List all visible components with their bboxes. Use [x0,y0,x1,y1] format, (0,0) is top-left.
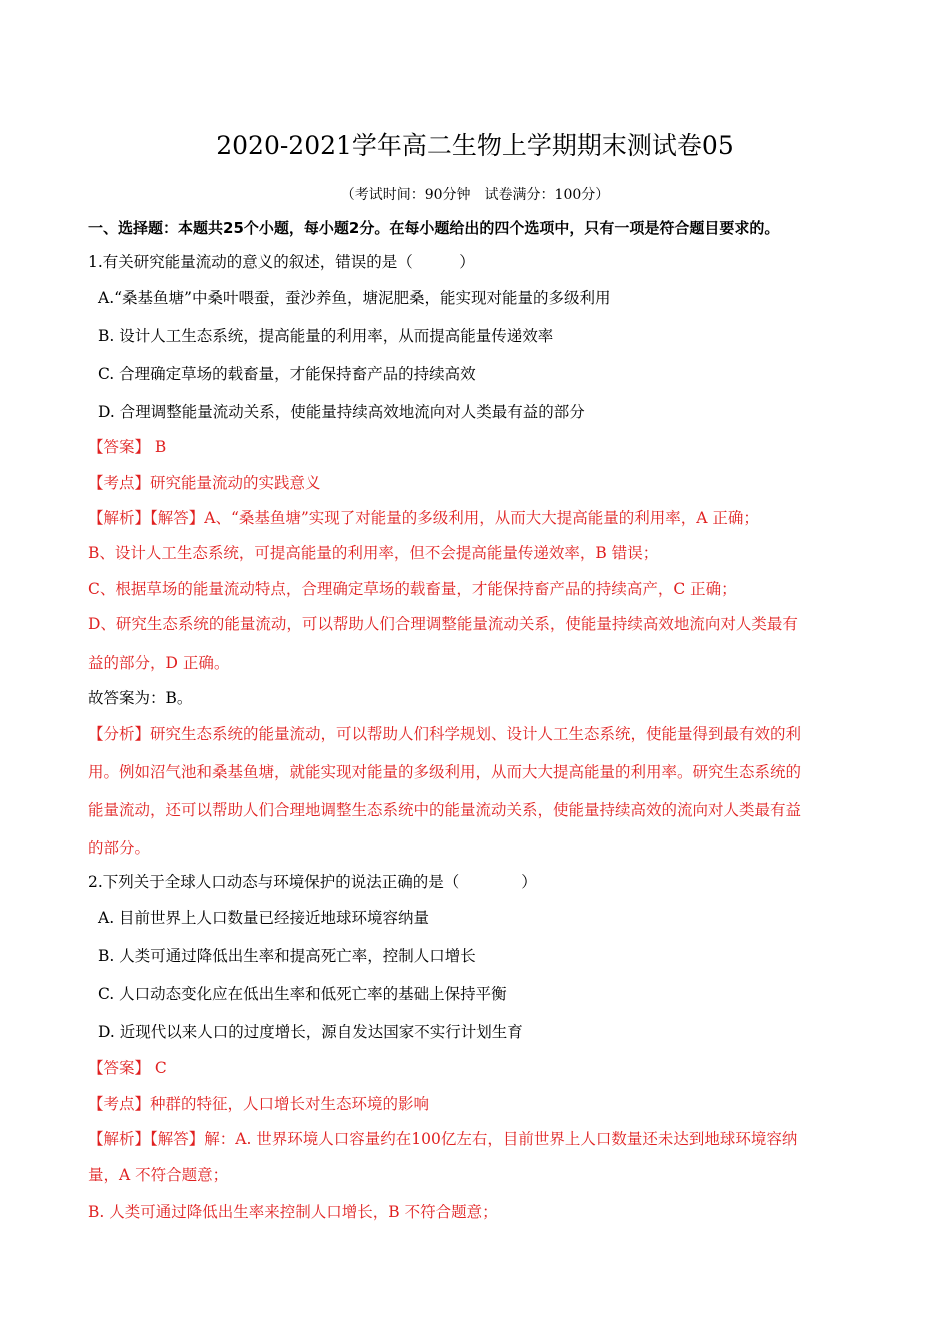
q2-analysis-line: B. 人类可通过降低出生率来控制人口增长，B 不符合题意； [88,1203,498,1221]
q1-analysis-line: C、根据草场的能量流动特点，合理确定草场的载畜量，才能保持畜产品的持续高产，C 正确； [88,580,737,598]
section-heading: 一、选择题：本题共25个小题，每小题2分。在每小题给出的四个选项中，只有一项是符合题目要求的。 [88,219,780,237]
q2-option-d: D. 近现代以来人口的过度增长，源自发达国家不实行计划生育 [98,1023,523,1041]
q1-fenxi-line: 能量流动，还可以帮助人们合理地调整生态系统中的能量流动关系，使能量持续高效的流向对人类最有益 [88,801,802,819]
page-title: 2020-2021学年高二生物上学期期末测试卷05 [216,131,734,160]
q1-analysis-line: 【解析】【解答】A、“桑基鱼塘”实现了对能量的多级利用，从而大大提高能量的利用率，A 正确； [88,509,759,527]
q1-answer: 【答案】 B [88,438,167,456]
q1-option-c: C. 合理确定草场的载畜量，才能保持畜产品的持续高效 [98,365,476,383]
q2-analysis-line: 【解析】【解答】解：A. 世界环境人口容量约在100亿左右，目前世界上人口数量还未达到地球环境容纳 [88,1130,798,1148]
q2-answer: 【答案】 C [88,1059,167,1077]
q1-fenxi-line: 【分析】研究生态系统的能量流动，可以帮助人们科学规划、设计人工生态系统，使能量得到最有效的利 [88,725,802,743]
q1-conclusion: 故答案为：B。 [88,689,193,707]
q2-kaodian: 【考点】种群的特征，人口增长对生态环境的影响 [88,1095,430,1113]
q2-option-c: C. 人口动态变化应在低出生率和低死亡率的基础上保持平衡 [98,985,507,1003]
q1-analysis-line: D、研究生态系统的能量流动，可以帮助人们合理调整能量流动关系，使能量持续高效地流向对人类最有 [88,615,798,633]
q1-option-a: A.“桑基鱼塘”中桑叶喂蚕，蚕沙养鱼，塘泥肥桑，能实现对能量的多级利用 [98,289,611,307]
q1-fenxi-line: 的部分。 [88,839,151,857]
question-1-stem: 1.有关研究能量流动的意义的叙述，错误的是（ ） [88,253,475,271]
q1-analysis-line: 益的部分，D 正确。 [88,654,230,672]
exam-info: （考试时间：90分钟 试卷满分：100分） [340,187,610,203]
q2-option-a: A. 目前世界上人口数量已经接近地球环境容纳量 [98,909,430,927]
q2-analysis-line: 量，A 不符合题意； [88,1166,229,1184]
q1-option-b: B. 设计人工生态系统，提高能量的利用率，从而提高能量传递效率 [98,327,554,345]
q1-analysis-line: B、设计人工生态系统，可提高能量的利用率，但不会提高能量传递效率，B 错误； [88,544,659,562]
q1-fenxi-line: 用。例如沼气池和桑基鱼塘，就能实现对能量的多级利用，从而大大提高能量的利用率。研究生态系统的 [88,763,802,781]
question-2-stem: 2.下列关于全球人口动态与环境保护的说法正确的是（ ） [88,873,537,891]
q1-option-d: D. 合理调整能量流动关系，使能量持续高效地流向对人类最有益的部分 [98,403,585,421]
q1-kaodian: 【考点】研究能量流动的实践意义 [88,474,321,492]
q2-option-b: B. 人类可通过降低出生率和提高死亡率，控制人口增长 [98,947,476,965]
